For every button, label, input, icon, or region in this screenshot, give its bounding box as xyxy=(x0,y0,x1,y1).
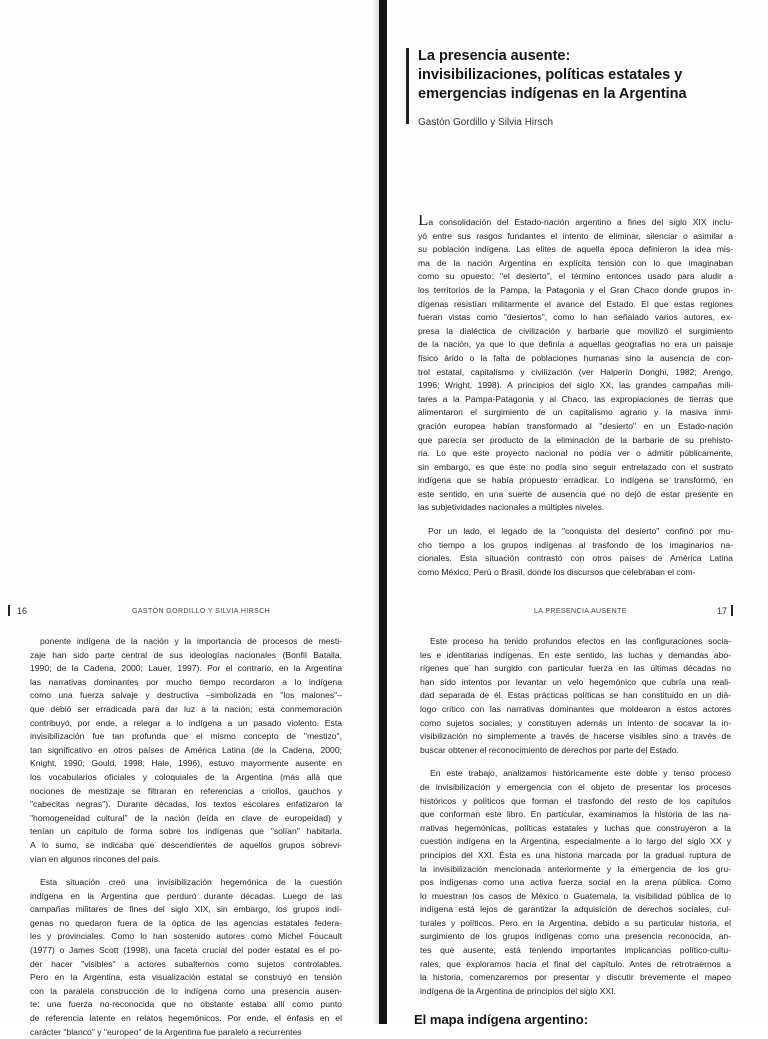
chapter-title-line: La presencia ausente: xyxy=(418,48,571,64)
text-line: rígenes que han surgido con particular fuerza en las últimas décadas no xyxy=(420,663,731,674)
chapter-title-line: emergencias indígenas en la Argentina xyxy=(418,86,687,102)
text-line: este sentido, en una suerte de ausencia que no dejó de estar presente en xyxy=(418,488,733,499)
page-marker-left xyxy=(8,605,10,616)
text-line: campañas militares de fines del siglo XIX, sin embargo, los grupos indí- xyxy=(30,904,342,915)
chapter-authors: Gastón Gordillo y Silvia Hirsch xyxy=(418,117,554,128)
text-line: Pero en la Argentina, esta visualización estatal se construyó en tensión xyxy=(30,972,342,983)
text-line: genas no quedaron fuera de la óptica de las agencias estatales federa- xyxy=(30,917,342,928)
text-line: alimentaron el surgimiento de un capitalismo agrario y la masiva inmi- xyxy=(418,407,733,418)
text-line: históricos y políticos que forman el trasfondo del resto de los capítulos xyxy=(420,795,731,806)
chapter-title xyxy=(418,47,748,104)
paragraph-gap xyxy=(30,866,342,876)
text-line: contribuyó, por ende, a relegar a lo indígena a un pasado violento. Esta xyxy=(30,717,342,728)
text-line: de invisibilización y emergencia con el objeto de presentar los procesos xyxy=(420,781,731,792)
text-line: logo crítico con las narrativas dominantes que moldearon a estos actores xyxy=(420,703,731,714)
text-line: presa la dialéctica de civilización y barbarie que movilizó el surgimiento xyxy=(418,325,733,336)
text-line: nociones de mestizaje se filtraran en referencias a criollos, gauchos y xyxy=(30,785,342,796)
text-line: "cabecitas negras"). Durante décadas, los textos escolares enfatizaron la xyxy=(30,799,342,810)
text-line: ponente indígena de la nación y la importancia de procesos de mesti- xyxy=(40,636,342,646)
text-line: Knight, 1990; Gould, 1998; Hale, 1996), estuvo mayormente ausente en xyxy=(30,758,342,769)
text-line: turales y políticos. Pero en la Argentina, debido a su particular historia, el xyxy=(420,917,731,928)
text-line: rrativas hegemónicas, políticas estatales y luchas que construyeron a la xyxy=(420,822,731,833)
section-heading: El mapa indígena argentino: xyxy=(414,1012,589,1027)
text-line: como su opuesto: "el desierto", el término entonces usado para aludir a xyxy=(418,271,733,282)
book-gutter xyxy=(379,0,387,1024)
page-17-text xyxy=(420,635,731,998)
text-line: Por un lado, el legado de la "conquista del desierto" confinó por mu- xyxy=(428,526,733,537)
text-line: 1996; Wright, 1998). A principios del siglo XX, las grandes campañas mili- xyxy=(418,380,733,391)
text-line: las narrativas dominantes por mucho tiempo recordaron a lo indígena xyxy=(30,676,342,687)
text-line: sin embargo, es que éste no podía sino seguir entrelazado con el sustrato xyxy=(418,461,733,472)
text-line: les e identitarias indígenas. En este sentido, las luchas y demandas abo- xyxy=(420,649,731,660)
gutter-shadow xyxy=(372,0,379,1024)
text-line: los territorios de la Pampa, la Patagonia y el Gran Chaco donde grupos in- xyxy=(418,284,733,295)
text-line: 1990; de la Cadena, 2000; Lauer, 1997). Por el contrario, en la Argentina xyxy=(30,663,342,674)
text-line: fueran vistas como "desiertos", como lo han señalado varios autores, ex- xyxy=(418,312,733,323)
text-line: buscar obtener el reconocimiento de derechos por parte del Estado. xyxy=(420,744,679,755)
text-line: tares a la Pampa-Patagonia y al Chaco, las expropiaciones de tierras que xyxy=(418,393,733,404)
page-number-left: 16 xyxy=(17,606,28,616)
page-16-text xyxy=(30,635,342,1039)
text-line: A lo sumo, se indicaba que descendientes de aquellos grupos sobrevi- xyxy=(30,839,342,850)
text-line: su población indígena. Las elites de aquella época definieron la idea mis- xyxy=(418,244,733,255)
text-line: la invisibilización mencionada anteriormente y la emergencia de los gru- xyxy=(420,863,731,874)
text-line: con la paralela construcción de lo indígena como una presencia ausen- xyxy=(30,985,342,996)
text-line: "homogeneidad cultural" de la nación (leída en clave de europeidad) y xyxy=(30,812,342,823)
text-line: yó entre sus rasgos fundantes el intento de eliminar, silenciar o asimilar a xyxy=(418,230,733,241)
text-line: visibilización no simplemente a través de hacerse visibles sino a través de xyxy=(420,731,731,742)
text-line: que debió ser erradicada para dar luz a la nación; esta conmemoración xyxy=(30,703,342,714)
text-line: como México, Perú o Brasil, donde los discursos que celebraban el com- xyxy=(418,566,696,577)
text-line: der hacer "visibles" a actores subalternos como sujetos controlables. xyxy=(30,958,342,969)
intro-text xyxy=(418,215,733,579)
text-line: como sujetos sociales; y constituyen además un intento de socavar la in- xyxy=(420,717,731,728)
text-line: (1977) o James Scott (1998), una faceta crucial del poder estatal es el po- xyxy=(30,945,342,956)
text-line: indígena que se había propuesto erradicar. Lo indígena se transformó, en xyxy=(418,475,733,486)
chapter-title-line: invisibilizaciones, políticas estatales y xyxy=(418,67,683,83)
text-line: cionales. Esta situación contrastó con otros países de América Latina xyxy=(418,553,733,564)
text-line: de la nación, ya que lo que definía a aquellas geografías no era un paisaje xyxy=(418,339,733,350)
text-line: indígena está lejos de garantizar la adquisición de derechos sociales, cul- xyxy=(420,904,731,915)
text-line: cho tiempo a los grupos indígenas al trasfondo de los imaginarios na- xyxy=(418,539,733,550)
text-line: Esta situación creó una invisibilización hegemónica de la cuestión xyxy=(40,877,342,888)
text-line: han sido intentos por levantar un velo hegemónico que cubría una reali- xyxy=(420,676,731,687)
text-line: lo muestran los casos de México o Guatemala, la visibilidad pública de lo xyxy=(420,890,731,901)
drop-cap: L xyxy=(418,215,429,229)
page-number-right: 17 xyxy=(717,606,728,616)
text-line: de referencia latente en relatos hegemónicos. Por ende, el énfasis en el xyxy=(30,1013,342,1024)
page-15-blank xyxy=(0,0,381,596)
text-line: la historia, comenzaremos por presentar y discutir brevemente el mapeo xyxy=(420,972,731,983)
text-line: que parecía ser producto de la eliminación de la barbarie de su prehisto- xyxy=(418,434,733,445)
page-marker-right xyxy=(731,605,733,616)
text-line: La consolidación del Estado-nación argentino a fines del siglo XIX inclu- xyxy=(418,215,733,230)
text-line: tan significativo en otros países de América Latina (de la Cadena, 2000; xyxy=(30,744,342,755)
text-line: trol estatal, capitalismo y civilización (ver Halperín Donghi, 1982; Arengo, xyxy=(418,366,733,377)
text-line: las subjetividades nacionales a múltiples niveles. xyxy=(418,502,605,513)
running-header-left: GASTÓN GORDILLO Y SILVIA HIRSCH xyxy=(132,608,271,615)
text-line: principios del XXI. Ésta es una historia marcada por la gradual ruptura de xyxy=(420,849,731,860)
text-line: vían en algunos rincones del país. xyxy=(30,853,161,864)
text-line: que conforman este libro. En particular, examinamos la historia de las na- xyxy=(420,809,731,820)
paragraph-gap xyxy=(418,515,733,525)
text-line: como una fuerza salvaje y destructiva –simbolizada en "los malones"– xyxy=(30,690,342,701)
text-line: tes que ausente, está teniendo importantes implicancias político-cultu- xyxy=(420,945,731,956)
text-line: dad separada de él. Estas prácticas políticas se han constituido en un diá- xyxy=(420,690,731,701)
paragraph-gap xyxy=(420,757,731,767)
text-line: cuestión indígena en la Argentina, especialmente a lo largo del siglo XX y xyxy=(420,836,731,847)
text-line: los vocabularios oficiales y coloquiales de la Argentina (más allá que xyxy=(30,771,342,782)
text-line: físico árido o la falta de poblaciones humanas sino la ausencia de con- xyxy=(418,352,733,363)
title-rule xyxy=(406,48,409,124)
running-header-right: LA PRESENCIA AUSENTE xyxy=(534,608,627,615)
text-line: gración europea habían transformado al "desierto" en un Estado-nación xyxy=(418,420,733,431)
text-line: indígena de la Argentina de principios del siglo XXI. xyxy=(420,985,616,996)
text-line: les y provinciales. Como lo han sostenido autores como Michel Foucault xyxy=(30,931,342,942)
text-line: En este trabajo, analizamos históricamente este doble y tenso proceso xyxy=(430,768,731,779)
text-line: te: una fuerza no-reconocida que no obstante estaba allí como punto xyxy=(30,999,342,1010)
text-line: invisibilización fue tan profunda que el mismo concepto de "mestizo", xyxy=(30,731,342,742)
text-line: carácter "blanco" y "europeo" de la Argentina fue paralelo a recurrentes xyxy=(30,1026,302,1037)
text-line: ma de la nación Argentina en explícita tensión con lo que imaginaban xyxy=(418,257,733,268)
text-line: ria. Lo que este proyecto nacional no podía ver o admitir públicamente, xyxy=(418,448,733,459)
text-line: tenían un capítulo de forma sobre los indígenas que "solían" habitarla. xyxy=(30,826,342,837)
text-line: rales, que exploramos hacia el final del capítulo. Antes de retrotraernos a xyxy=(420,958,731,969)
text-line: dígenas resistían militarmente el avance del Estado. El que estas regiones xyxy=(418,298,733,309)
text-line: Este proceso ha tenido profundos efectos en las configuraciones socia- xyxy=(430,636,731,646)
text-line: surgimiento de los grupos indígenas como una presencia reconocida, an- xyxy=(420,931,731,942)
text-line: pos indígenas como una activa fuerza social en la arena pública. Como xyxy=(420,877,731,888)
text-line: zaje han sido parte central de sus ideologías nacionales (Bonfil Batalla, xyxy=(30,649,342,660)
text-line: indígena en la Argentina que perduró durante décadas. Luego de las xyxy=(30,890,342,901)
